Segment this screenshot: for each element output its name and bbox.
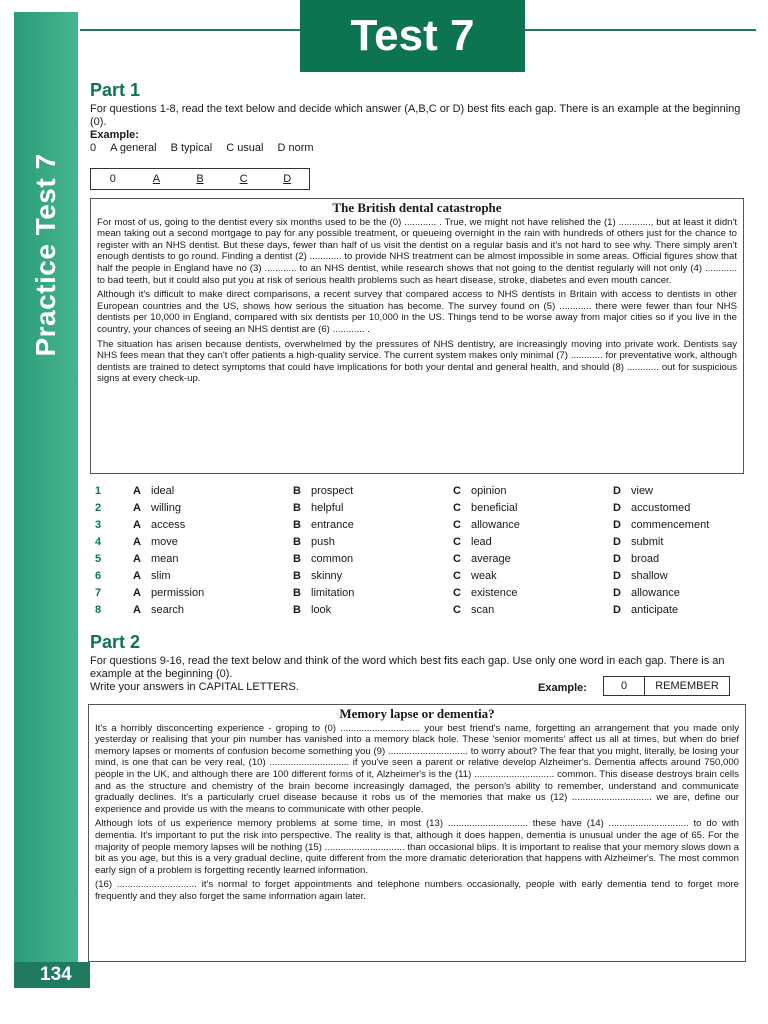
option-word: beneficial xyxy=(471,501,518,514)
example-box-c: C xyxy=(239,173,248,185)
part1-title: Part 1 xyxy=(90,80,141,100)
part1-header xyxy=(90,80,750,155)
page-title: Test 7 xyxy=(350,11,475,60)
option-row xyxy=(95,482,768,499)
option-word: slim xyxy=(151,569,171,582)
option-letter: D xyxy=(613,484,621,497)
sidebar-title: Practice Test 7 xyxy=(30,153,61,357)
option-word: broad xyxy=(631,552,660,565)
option-word: existence xyxy=(471,586,518,599)
option-word: lead xyxy=(471,535,492,548)
option-cell xyxy=(453,570,613,582)
option-word: accustomed xyxy=(631,501,691,514)
option-word: access xyxy=(151,518,186,531)
option-word: willing xyxy=(151,501,181,514)
option-letter: B xyxy=(293,535,301,548)
option-cell xyxy=(293,536,453,548)
option-letter: A xyxy=(133,518,141,531)
option-word: ideal xyxy=(151,484,175,497)
option-word: allowance xyxy=(631,586,680,599)
option-cell xyxy=(293,502,453,514)
option-letter: B xyxy=(293,501,301,514)
option-word: prospect xyxy=(311,484,354,497)
option-word: average xyxy=(471,552,511,565)
option-letter: A xyxy=(133,484,141,497)
option-letter: A xyxy=(133,535,141,548)
part1-paragraph: Although it's difficult to make direct comparisons, a recent survey that compared access to NHS dentists in Britain with access to dentists in other European countries and the US, shows how serious the situation has become. The survey found on (5) ............ there were fewer than four NHS dentists per 10,000 in England, compared with six dentists per 10,000 in the US. Things tend to be worse away from major cities so if you live in the country, your chances of seeing an NHS dentist are (6) ............ . xyxy=(97,289,737,335)
part2-paragraph: Although lots of us experience memory problems at some time, in most (13) .............................. these have (14) .............................. to do with dementia. It's important to put the risk into perspective. The reality is that, although it does happen, dementia is unusual under the age of 65. For the majority of people memory lapses will be nothing (15) .............................. than occasional blips. It is important to realise that your memory slows down a bit as you age, but this is a very gradual decline, quite different from the more dramatic deterioration that happens with Alzheimer's. The most common early sign of a problem is forgetting recently learned information. xyxy=(95,818,739,876)
option-cell xyxy=(133,502,293,514)
part2-text-box xyxy=(88,704,746,962)
option-cell xyxy=(613,536,768,548)
option-word: entrance xyxy=(311,518,354,531)
option-cell xyxy=(613,485,768,497)
part2-example-label: Example: xyxy=(538,682,587,694)
option-word: weak xyxy=(471,569,497,582)
option-row xyxy=(95,533,768,550)
option-letter: A xyxy=(133,603,141,616)
option-word: look xyxy=(311,603,332,616)
option-letter: B xyxy=(293,603,301,616)
option-cell xyxy=(293,553,453,565)
option-row xyxy=(95,601,768,618)
option-letter: C xyxy=(453,569,461,582)
option-cell xyxy=(613,519,768,531)
option-letter: A xyxy=(133,569,141,582)
option-cell xyxy=(293,485,453,497)
option-letter: B xyxy=(293,552,301,565)
option-cell xyxy=(133,553,293,565)
option-word: limitation xyxy=(311,586,355,599)
part2-instructions: For questions 9-16, read the text below and think of the word which best fits each gap. Use only one word in each gap. There is an example at the beginning (0). xyxy=(90,655,725,680)
option-number: 2 xyxy=(95,501,102,514)
option-letter: D xyxy=(613,569,621,582)
option-word: skinny xyxy=(311,569,343,582)
option-row xyxy=(95,499,768,516)
part1-example-answer-box xyxy=(90,168,310,190)
part2-title: Part 2 xyxy=(90,632,141,652)
example-box-a: A xyxy=(152,173,161,185)
option-cell xyxy=(453,536,613,548)
option-letter: C xyxy=(453,501,461,514)
example-option: D norm xyxy=(277,142,314,154)
option-word: push xyxy=(311,535,335,548)
option-cell xyxy=(453,553,613,565)
option-word: view xyxy=(631,484,654,497)
option-letter: C xyxy=(453,603,461,616)
option-cell xyxy=(453,587,613,599)
option-cell xyxy=(293,587,453,599)
option-word: anticipate xyxy=(631,603,679,616)
example-option: C usual xyxy=(226,142,264,154)
option-letter: B xyxy=(293,518,301,531)
option-word: mean xyxy=(151,552,179,565)
option-letter: D xyxy=(613,501,621,514)
option-word: commencement xyxy=(631,518,710,531)
option-cell xyxy=(613,502,768,514)
option-cell xyxy=(133,536,293,548)
example-box-d: D xyxy=(283,173,292,185)
part1-paragraph: The situation has arisen because dentists, overwhelmed by the pressures of NHS dentistry, are increasingly moving into private work. Dentists say NHS fees mean that they can't offer patients a high-quality service. The current system makes only minimal (7) ............ for preventative work, although dentists are trained to detect symptoms that could have implications for both your dental and general health, and should (8) ............ out for suspicious signs at every check-up. xyxy=(97,338,737,385)
option-row xyxy=(95,584,768,601)
sidebar-label xyxy=(14,150,78,360)
option-letter: C xyxy=(453,586,461,599)
part1-instructions: For questions 1-8, read the text below and decide which answer (A,B,C or D) best fits each gap. There is an example at the beginning (0). xyxy=(90,103,741,128)
option-row xyxy=(95,516,768,533)
option-cell xyxy=(453,604,613,616)
option-number: 6 xyxy=(95,569,102,582)
option-cell xyxy=(613,553,768,565)
part2-instructions-capitals: Write your answers in CAPITAL LETTERS. xyxy=(90,681,299,693)
option-cell xyxy=(613,604,768,616)
option-letter: B xyxy=(293,586,301,599)
option-number: 5 xyxy=(95,552,102,565)
part2-paragraph: (16) .............................. it's normal to forget appointments and telephone numbers occasionally, people with early dementia tend to forget more frequently and they also forget the same information again later. xyxy=(95,879,739,902)
option-number: 4 xyxy=(95,535,102,548)
option-letter: A xyxy=(133,552,141,565)
option-number: 8 xyxy=(95,603,102,616)
part2-paragraph: It's a horribly disconcerting experience - groping to (0) .............................. your best friend's name, forgetting an arrangement that you made only yesterday or realising that your pin number has vanished into a memory black hole. These 'senior moments' affect us all at times, but when do brief memory lapses or moments of confusion become something you (9) .............................. to worry about? The fear that you might, literally, be losing your mind, is one that can be very real, (10) .............................. if you've seen a parent or relative develop Alzheimer's. Dementia affects around 750,000 people in the UK, and although there are 100 different forms of it, Alzheimer's is the (11) .............................. common. This disease destroys brain cells and as the structure and chemistry of the brain become increasingly damaged, the person's ability to remember, understand and communicate gradually declines. It's a particularly cruel disease because it robs us of the memories that make us (12) .............................. we are, define our experience and provide us with the means to communicate with other people. xyxy=(95,722,739,815)
option-letter: B xyxy=(293,569,301,582)
option-letter: C xyxy=(453,518,461,531)
option-word: scan xyxy=(471,603,495,616)
part1-paragraph: For most of us, going to the dentist every six months used to be the (0) ............ . True, we might not have relished the (1) ............, but at least it didn't mean taking out a second mortgage to pay for any possible treatment, or queueing overnight in the rain with hundreds of others just for the chance to register with an NHS dentist. But these days, fewer than half of us visit the dentist on a regular basis and it's not hard to see why. There simply aren't enough dentists to go round. Finding a dentist (2) ............ to provide NHS treatment can be almost impossible in some areas. Official figures show that half the people in England have no (3) ............ to an NHS dentist, while research shows that not going to the dentist regularly will not only (4) ............ to bad teeth, but it could also put you at risk of serious health problems such as heart disease, stroke, diabetes and even mouth cancer. xyxy=(97,216,737,286)
option-cell xyxy=(293,570,453,582)
option-cell xyxy=(293,519,453,531)
option-word: move xyxy=(151,535,178,548)
option-word: allowance xyxy=(471,518,520,531)
example-option: A general xyxy=(110,142,157,154)
option-cell xyxy=(133,587,293,599)
option-word: shallow xyxy=(631,569,668,582)
part2-text-title: Memory lapse or dementia? xyxy=(339,706,495,721)
option-cell xyxy=(453,502,613,514)
part1-options-table xyxy=(95,482,768,618)
option-letter: D xyxy=(613,518,621,531)
example-option: B typical xyxy=(170,142,213,154)
example-num: 0 xyxy=(90,142,97,154)
option-cell xyxy=(133,485,293,497)
option-letter: C xyxy=(453,535,461,548)
page-number: 134 xyxy=(14,962,90,988)
part2-example-num: 0 xyxy=(604,677,645,695)
option-word: opinion xyxy=(471,484,507,497)
option-row xyxy=(95,567,768,584)
option-word: helpful xyxy=(311,501,344,514)
option-letter: B xyxy=(293,484,301,497)
option-letter: D xyxy=(613,603,621,616)
option-cell xyxy=(133,570,293,582)
part1-example-label: Example: xyxy=(90,129,139,141)
example-box-b: B xyxy=(196,173,204,185)
option-cell xyxy=(293,604,453,616)
option-word: submit xyxy=(631,535,664,548)
option-cell xyxy=(133,519,293,531)
title-banner xyxy=(300,0,525,72)
option-letter: A xyxy=(133,501,141,514)
part1-text-box xyxy=(90,198,744,474)
option-word: common xyxy=(311,552,354,565)
option-letter: C xyxy=(453,484,461,497)
option-cell xyxy=(613,587,768,599)
example-box-num: 0 xyxy=(109,173,116,185)
part1-text-title: The British dental catastrophe xyxy=(332,200,502,215)
option-letter: D xyxy=(613,552,621,565)
option-letter: C xyxy=(453,552,461,565)
option-word: permission xyxy=(151,586,205,599)
option-number: 1 xyxy=(95,484,102,497)
option-letter: A xyxy=(133,586,141,599)
option-cell xyxy=(453,519,613,531)
part2-example-word: REMEMBER xyxy=(655,680,719,692)
option-cell xyxy=(613,570,768,582)
option-number: 3 xyxy=(95,518,102,531)
option-number: 7 xyxy=(95,586,102,599)
option-row xyxy=(95,550,768,567)
part2-example-box xyxy=(603,676,730,696)
part1-example-row xyxy=(90,142,750,155)
option-letter: D xyxy=(613,535,621,548)
option-cell xyxy=(453,485,613,497)
option-word: search xyxy=(151,603,185,616)
option-letter: D xyxy=(613,586,621,599)
option-cell xyxy=(133,604,293,616)
